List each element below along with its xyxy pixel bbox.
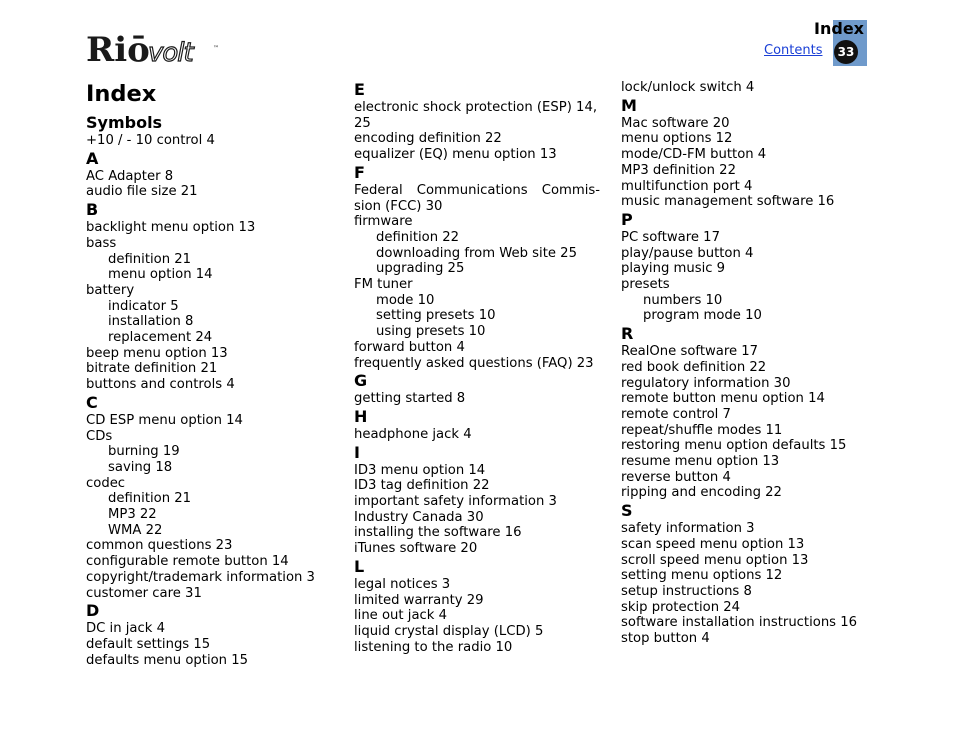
index-entry: bass [86, 235, 117, 251]
index-entry: battery [86, 282, 135, 298]
index-entry: iTunes software 20 [354, 541, 478, 557]
index-entry: software installation instructions 16 [621, 615, 858, 631]
index-entry: Federal Communications Commis- sion (FCC) 30 [354, 182, 600, 214]
index-entry: lock/unlock switch 4 [621, 80, 755, 95]
index-letter-heading: B [86, 200, 99, 220]
index-entry: customer care 31 [86, 585, 202, 601]
index-column-1 [86, 80, 326, 668]
index-entry: FM tuner [354, 277, 413, 293]
index-entry: headphone jack 4 [354, 426, 472, 442]
index-entry: DC in jack 4 [86, 621, 165, 637]
page-number-badge: 33 [834, 40, 858, 64]
index-entry: skip protection 24 [621, 599, 741, 615]
index-entry: +10 / - 10 control 4 [86, 133, 215, 148]
index-entry: setup instructions 8 [621, 583, 752, 599]
index-subentry: downloading from Web site 25 [376, 245, 577, 261]
index-subentry: program mode 10 [643, 308, 762, 324]
index-entry: play/pause button 4 [621, 245, 754, 261]
index-letter-heading: F [354, 162, 365, 182]
index-entry: important safety information 3 [354, 494, 557, 510]
index-subentry: MP3 22 [108, 507, 157, 523]
index-entry: Industry Canada 30 [354, 509, 484, 525]
index-entry: audio file size 21 [86, 184, 198, 200]
index-entry: Mac software 20 [621, 115, 730, 131]
index-letter-heading: R [621, 324, 634, 344]
index-entry: beep menu option 13 [86, 345, 228, 361]
index-entry: firmware [354, 214, 413, 230]
index-entry: reverse button 4 [621, 469, 731, 485]
index-column-3 [621, 80, 871, 647]
index-entry: playing music 9 [621, 261, 726, 277]
index-subentry: installation 8 [108, 314, 194, 330]
header-section-title: Index [814, 19, 864, 38]
index-entry: copyright/trademark information 3 [86, 569, 315, 585]
contents-link[interactable]: Contents [764, 43, 823, 58]
index-subentry: menu option 14 [108, 267, 213, 283]
index-letter-heading: E [354, 80, 365, 99]
index-entry: bitrate definition 21 [86, 361, 218, 377]
index-entry: configurable remote button 14 [86, 554, 289, 570]
index-entry: setting menu options 12 [621, 568, 783, 584]
index-entry: mode/CD-FM button 4 [621, 147, 767, 163]
index-letter-heading: C [86, 392, 98, 412]
svg-text:™: ™ [213, 45, 219, 52]
index-entry: ripping and encoding 22 [621, 485, 782, 501]
index-entry: legal notices 3 [354, 576, 451, 592]
index-subentry: saving 18 [108, 459, 173, 475]
index-entry: defaults menu option 15 [86, 652, 249, 668]
index-subentry: replacement 24 [108, 330, 213, 346]
index-letter-heading: P [621, 209, 633, 229]
index-entry: listening to the radio 10 [354, 639, 513, 655]
index-entry: buttons and controls 4 [86, 377, 235, 393]
index-section-heading: Symbols [86, 113, 163, 132]
index-entry: getting started 8 [354, 391, 466, 407]
index-letter-heading: H [354, 406, 368, 426]
index-entry: ID3 tag definition 22 [354, 478, 490, 494]
index-entry: remote control 7 [621, 406, 731, 422]
index-subentry: numbers 10 [643, 292, 723, 308]
rio-volt-logo [86, 28, 226, 68]
index-subentry: using presets 10 [376, 324, 486, 340]
index-entry: restoring menu option defaults 15 [621, 438, 847, 454]
index-entry: common questions 23 [86, 538, 233, 554]
index-entry: RealOne software 17 [621, 344, 759, 360]
index-entry: remote button menu option 14 [621, 391, 825, 407]
index-letter-heading: M [621, 95, 637, 115]
index-entry: presets [621, 277, 670, 293]
index-subentry: definition 21 [108, 491, 192, 507]
index-entry: codec [86, 475, 126, 491]
index-entry: MP3 definition 22 [621, 162, 736, 178]
index-letter-heading: L [354, 556, 365, 576]
index-entry: default settings 15 [86, 636, 211, 652]
index-column-2 [354, 80, 600, 655]
index-subentry: mode 10 [376, 292, 435, 308]
index-entry: stop button 4 [621, 631, 710, 647]
index-entry: encoding definition 22 [354, 131, 502, 147]
index-entry: installing the software 16 [354, 525, 522, 541]
index-entry: regulatory information 30 [621, 375, 791, 391]
index-entry: multifunction port 4 [621, 178, 753, 194]
index-subentry: burning 19 [108, 444, 180, 460]
index-entry: equalizer (EQ) menu option 13 [354, 147, 557, 163]
index-entry: forward button 4 [354, 339, 465, 355]
page-title: Index [86, 81, 157, 107]
index-subentry: indicator 5 [108, 298, 179, 314]
index-entry: music management software 16 [621, 194, 835, 210]
index-letter-heading: D [86, 601, 100, 621]
index-entry: repeat/shuffle modes 11 [621, 422, 783, 438]
index-entry: limited warranty 29 [354, 592, 484, 608]
index-subentry: definition 21 [108, 251, 192, 267]
index-subentry: WMA 22 [108, 522, 163, 538]
index-entry: ID3 menu option 14 [354, 462, 486, 478]
index-entry: PC software 17 [621, 229, 720, 245]
index-letter-heading: S [621, 501, 633, 521]
index-entry: AC Adapter 8 [86, 168, 174, 184]
index-subentry: upgrading 25 [376, 261, 465, 277]
svg-text:volt: volt [148, 38, 193, 68]
index-entry: safety information 3 [621, 521, 755, 537]
index-letter-heading: A [86, 148, 99, 168]
index-entry: resume menu option 13 [621, 454, 780, 470]
index-entry: CD ESP menu option 14 [86, 412, 243, 428]
index-entry: backlight menu option 13 [86, 220, 256, 236]
index-entry: liquid crystal display (LCD) 5 [354, 623, 544, 639]
index-entry: CDs [86, 428, 113, 444]
svg-text:Riō: Riō [86, 30, 150, 68]
index-subentry: setting presets 10 [376, 308, 496, 324]
index-letter-heading: I [354, 442, 360, 462]
index-entry: frequently asked questions (FAQ) 23 [354, 355, 594, 371]
index-entry: red book definition 22 [621, 359, 767, 375]
index-letter-heading: G [354, 371, 368, 391]
index-subentry: definition 22 [376, 229, 460, 245]
index-entry: menu options 12 [621, 131, 733, 147]
index-entry: scroll speed menu option 13 [621, 552, 809, 568]
index-entry: scan speed menu option 13 [621, 536, 805, 552]
index-entry: electronic shock protection (ESP) 14, 25 [354, 100, 598, 131]
index-entry: line out jack 4 [354, 608, 447, 624]
